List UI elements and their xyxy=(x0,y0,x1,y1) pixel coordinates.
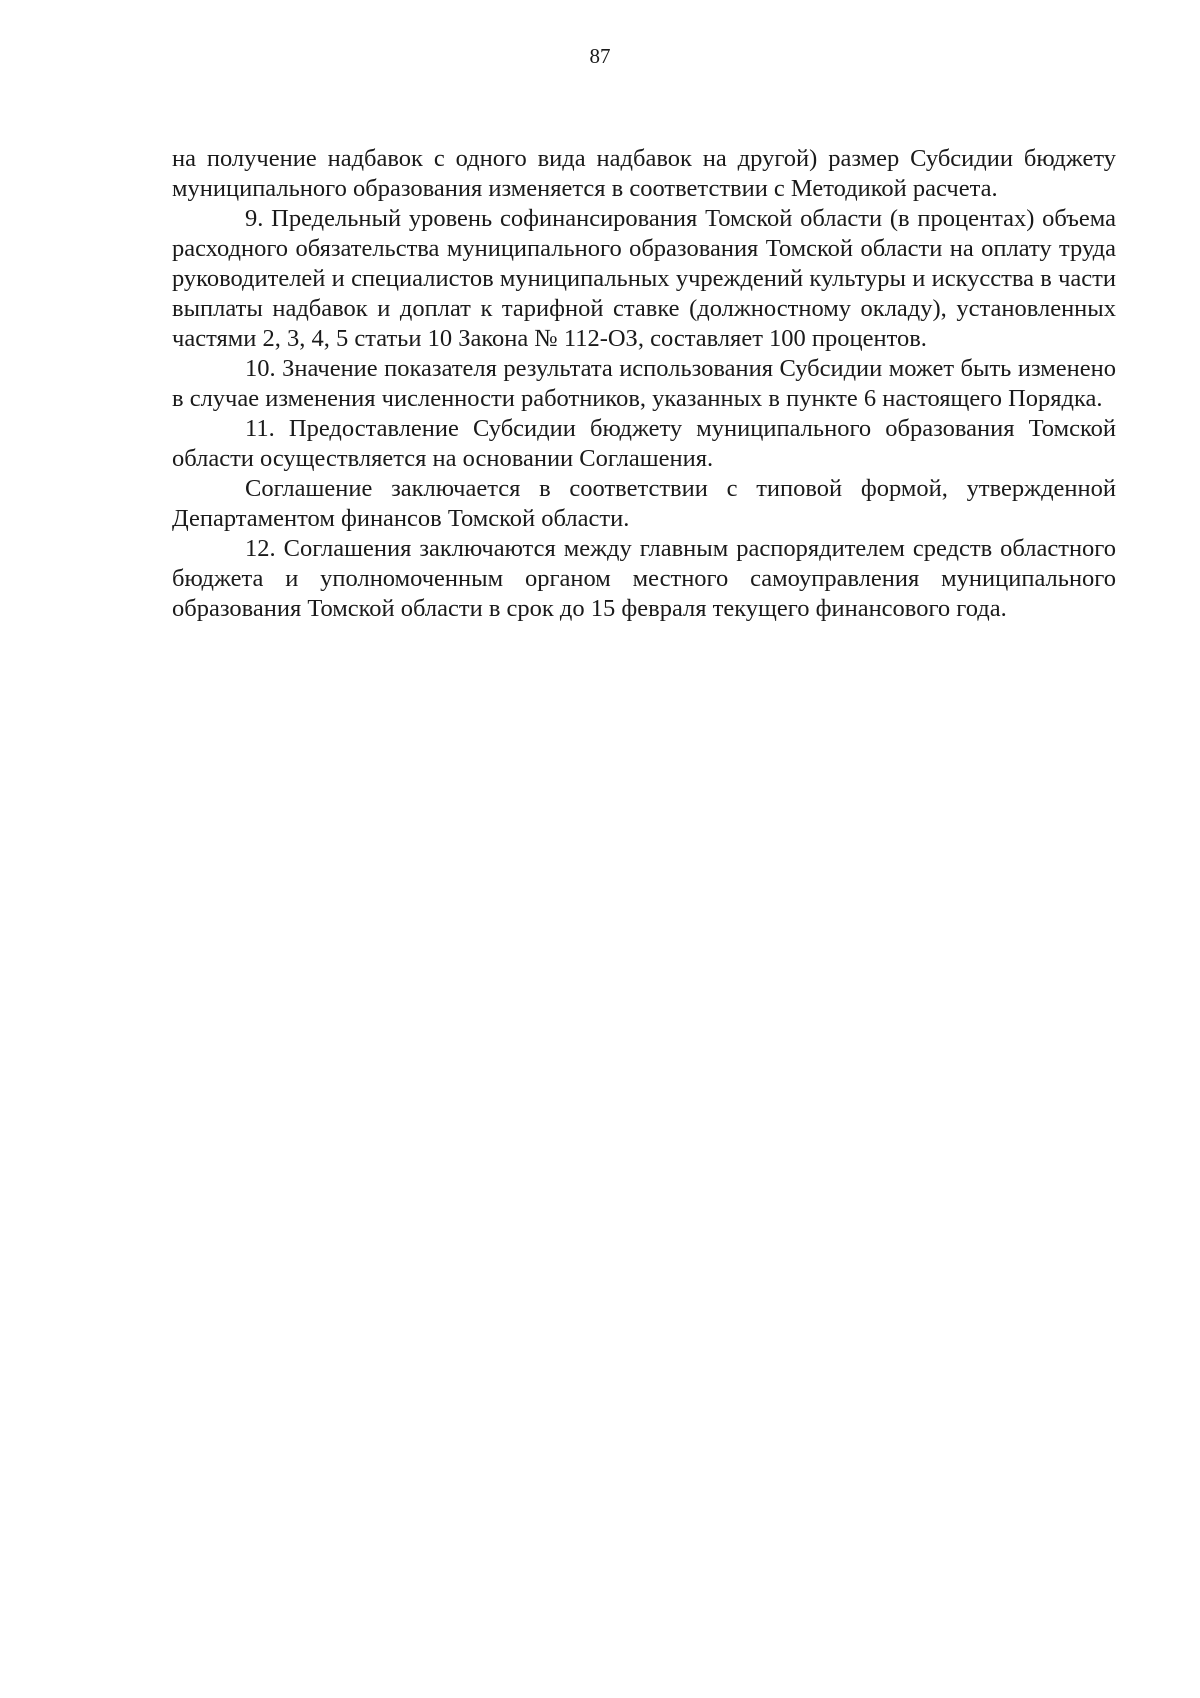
paragraph-item-12: 12. Соглашения заключаются между главным распорядителем средств областного бюджета и уполномоченным органом местного самоуправления муниципального образования Томской области в срок до 15 февраля текущего финансового года. xyxy=(172,535,1116,622)
paragraph-continuation: на получение надбавок с одного вида надбавок на другой) размер Субсидии бюджету муниципального образования изменяется в соответствии с Методикой расчета. xyxy=(172,145,1116,202)
paragraph-agreement-form: Соглашение заключается в соответствии с типовой формой, утвержденной Департаментом финансов Томской области. xyxy=(172,475,1116,532)
paragraph-item-10: 10. Значение показателя результата использования Субсидии может быть изменено в случае изменения численности работников, указанных в пункте 6 настоящего Порядка. xyxy=(172,355,1116,412)
paragraph-item-9: 9. Предельный уровень софинансирования Томской области (в процентах) объема расходного обязательства муниципального образования Томской области на оплату труда руководителей и специалистов муниципальных учреждений культуры и искусства в части выплаты надбавок и доплат к тарифной ставке (должностному окладу), установленных частями 2, 3, 4, 5 статьи 10 Закона № 112-ОЗ, составляет 100 процентов. xyxy=(172,205,1116,352)
page-number: 87 xyxy=(589,44,611,68)
paragraph-item-11: 11. Предоставление Субсидии бюджету муниципального образования Томской области осуществляется на основании Соглашения. xyxy=(172,415,1116,472)
document-body xyxy=(172,144,1116,624)
